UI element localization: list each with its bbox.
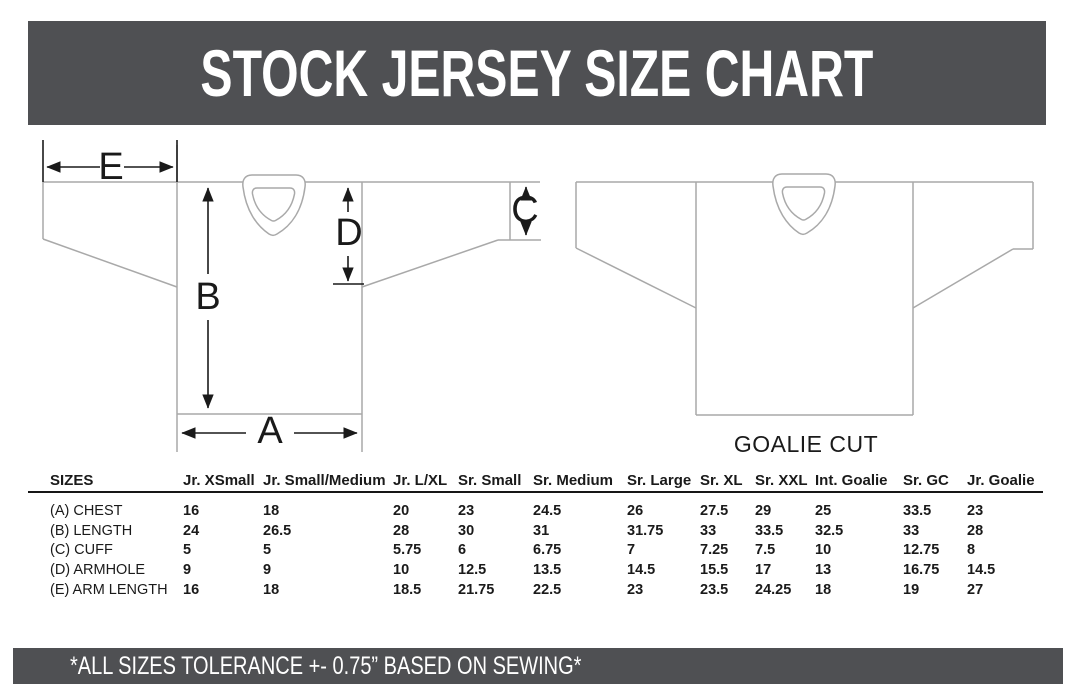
size-value: 30: [458, 522, 475, 539]
size-value: 14.5: [627, 562, 656, 579]
dim-label-e: E: [98, 146, 124, 188]
size-value: 23: [627, 581, 644, 598]
size-value: 7.25: [700, 542, 729, 559]
size-value: 12.5: [458, 562, 487, 579]
size-value: 24.25: [755, 581, 792, 598]
row-label: (E) ARM LENGTH: [50, 581, 168, 598]
column-header-jr-small-medium: Jr. Small/Medium: [263, 472, 386, 489]
size-value: 17: [755, 562, 772, 579]
size-value: 18: [815, 581, 832, 598]
size-value: 10: [815, 542, 832, 559]
size-value: 16: [183, 581, 200, 598]
goalie-jersey-outline: [576, 174, 1033, 415]
size-value: 5: [263, 542, 272, 559]
size-value: 16.75: [903, 562, 940, 579]
size-value: 27.5: [700, 503, 729, 519]
size-value: 15.5: [700, 562, 729, 579]
size-value: 21.75: [458, 581, 495, 598]
column-header-sizes: SIZES: [50, 472, 94, 489]
size-value: 32.5: [815, 522, 844, 539]
size-value: 12.75: [903, 542, 940, 559]
size-value: 6.75: [533, 542, 562, 559]
dim-label-b: B: [195, 276, 221, 318]
size-value: 23: [458, 503, 475, 519]
size-value: 9: [183, 562, 192, 579]
size-value: 26.5: [263, 522, 292, 539]
dim-label-d: D: [335, 212, 363, 254]
column-header-jr-xsmall: Jr. XSmall: [183, 472, 255, 489]
column-header-jr-l-xl: Jr. L/XL: [393, 472, 448, 489]
size-value: 33: [700, 522, 717, 539]
size-value: 13.5: [533, 562, 562, 579]
size-value: 31: [533, 522, 550, 539]
table-row: [50, 502, 1040, 522]
goalie-vneck-collar-icon: [773, 174, 835, 234]
column-header-jr-goalie: Jr. Goalie: [967, 472, 1035, 489]
footer-banner: [13, 648, 1063, 684]
size-value: 6: [458, 542, 467, 559]
tolerance-note: *ALL SIZES TOLERANCE +- 0.75” BASED ON SEWING*: [70, 651, 582, 680]
size-value: 10: [393, 562, 410, 579]
size-value: 33.5: [755, 522, 784, 539]
table-row: [50, 541, 1040, 561]
size-value: 18: [263, 503, 280, 519]
size-value: 14.5: [967, 562, 996, 579]
row-label: (D) ARMHOLE: [50, 562, 146, 579]
size-value: 5.75: [393, 542, 422, 559]
regular-jersey-outline: [43, 145, 541, 452]
size-value: 27: [967, 581, 984, 598]
size-value: 24.5: [533, 503, 562, 519]
page-title: STOCK JERSEY SIZE CHART: [200, 36, 874, 110]
size-value: 5: [183, 542, 192, 559]
goalie-cut-caption: GOALIE CUT: [733, 431, 879, 457]
column-header-sr-xl: Sr. XL: [700, 472, 743, 489]
table-row: [50, 561, 1040, 581]
column-header-sr-small: Sr. Small: [458, 472, 522, 489]
size-value: 26: [627, 503, 644, 519]
size-value: 23.5: [700, 581, 729, 598]
size-value: 31.75: [627, 522, 664, 539]
size-value: 7.5: [755, 542, 776, 559]
size-value: 29: [755, 503, 772, 519]
size-table-header-row: [50, 472, 1040, 502]
table-row: [50, 581, 1040, 601]
column-header-sr-medium: Sr. Medium: [533, 472, 614, 489]
size-value: 33.5: [903, 503, 932, 519]
column-header-sr-large: Sr. Large: [627, 472, 692, 489]
column-header-sr-gc: Sr. GC: [903, 472, 949, 489]
size-value: 13: [815, 562, 832, 579]
size-value: 16: [183, 503, 200, 519]
column-header-sr-xxl: Sr. XXL: [755, 472, 808, 489]
row-label: (B) LENGTH: [50, 522, 133, 539]
column-header-int-goalie: Int. Goalie: [815, 472, 888, 489]
dim-label-c: C: [511, 189, 539, 231]
size-value: 22.5: [533, 581, 562, 598]
size-value: 24: [183, 522, 200, 539]
size-value: 33: [903, 522, 920, 539]
size-value: 19: [903, 581, 920, 598]
size-value: 20: [393, 503, 410, 519]
table-row: [50, 522, 1040, 542]
size-value: 25: [815, 503, 832, 519]
size-value: 18.5: [393, 581, 422, 598]
size-value: 8: [967, 542, 976, 559]
size-value: 28: [393, 522, 410, 539]
dim-label-a: A: [257, 410, 283, 452]
size-value: 18: [263, 581, 280, 598]
size-table-body: [50, 502, 1040, 601]
vneck-collar-icon: [243, 175, 305, 235]
size-value: 9: [263, 562, 272, 579]
row-label: (A) CHEST: [50, 503, 123, 519]
size-value: 23: [967, 503, 984, 519]
size-value: 7: [627, 542, 636, 559]
row-label: (C) CUFF: [50, 542, 113, 559]
size-value: 28: [967, 522, 984, 539]
size-table: [50, 472, 1040, 601]
